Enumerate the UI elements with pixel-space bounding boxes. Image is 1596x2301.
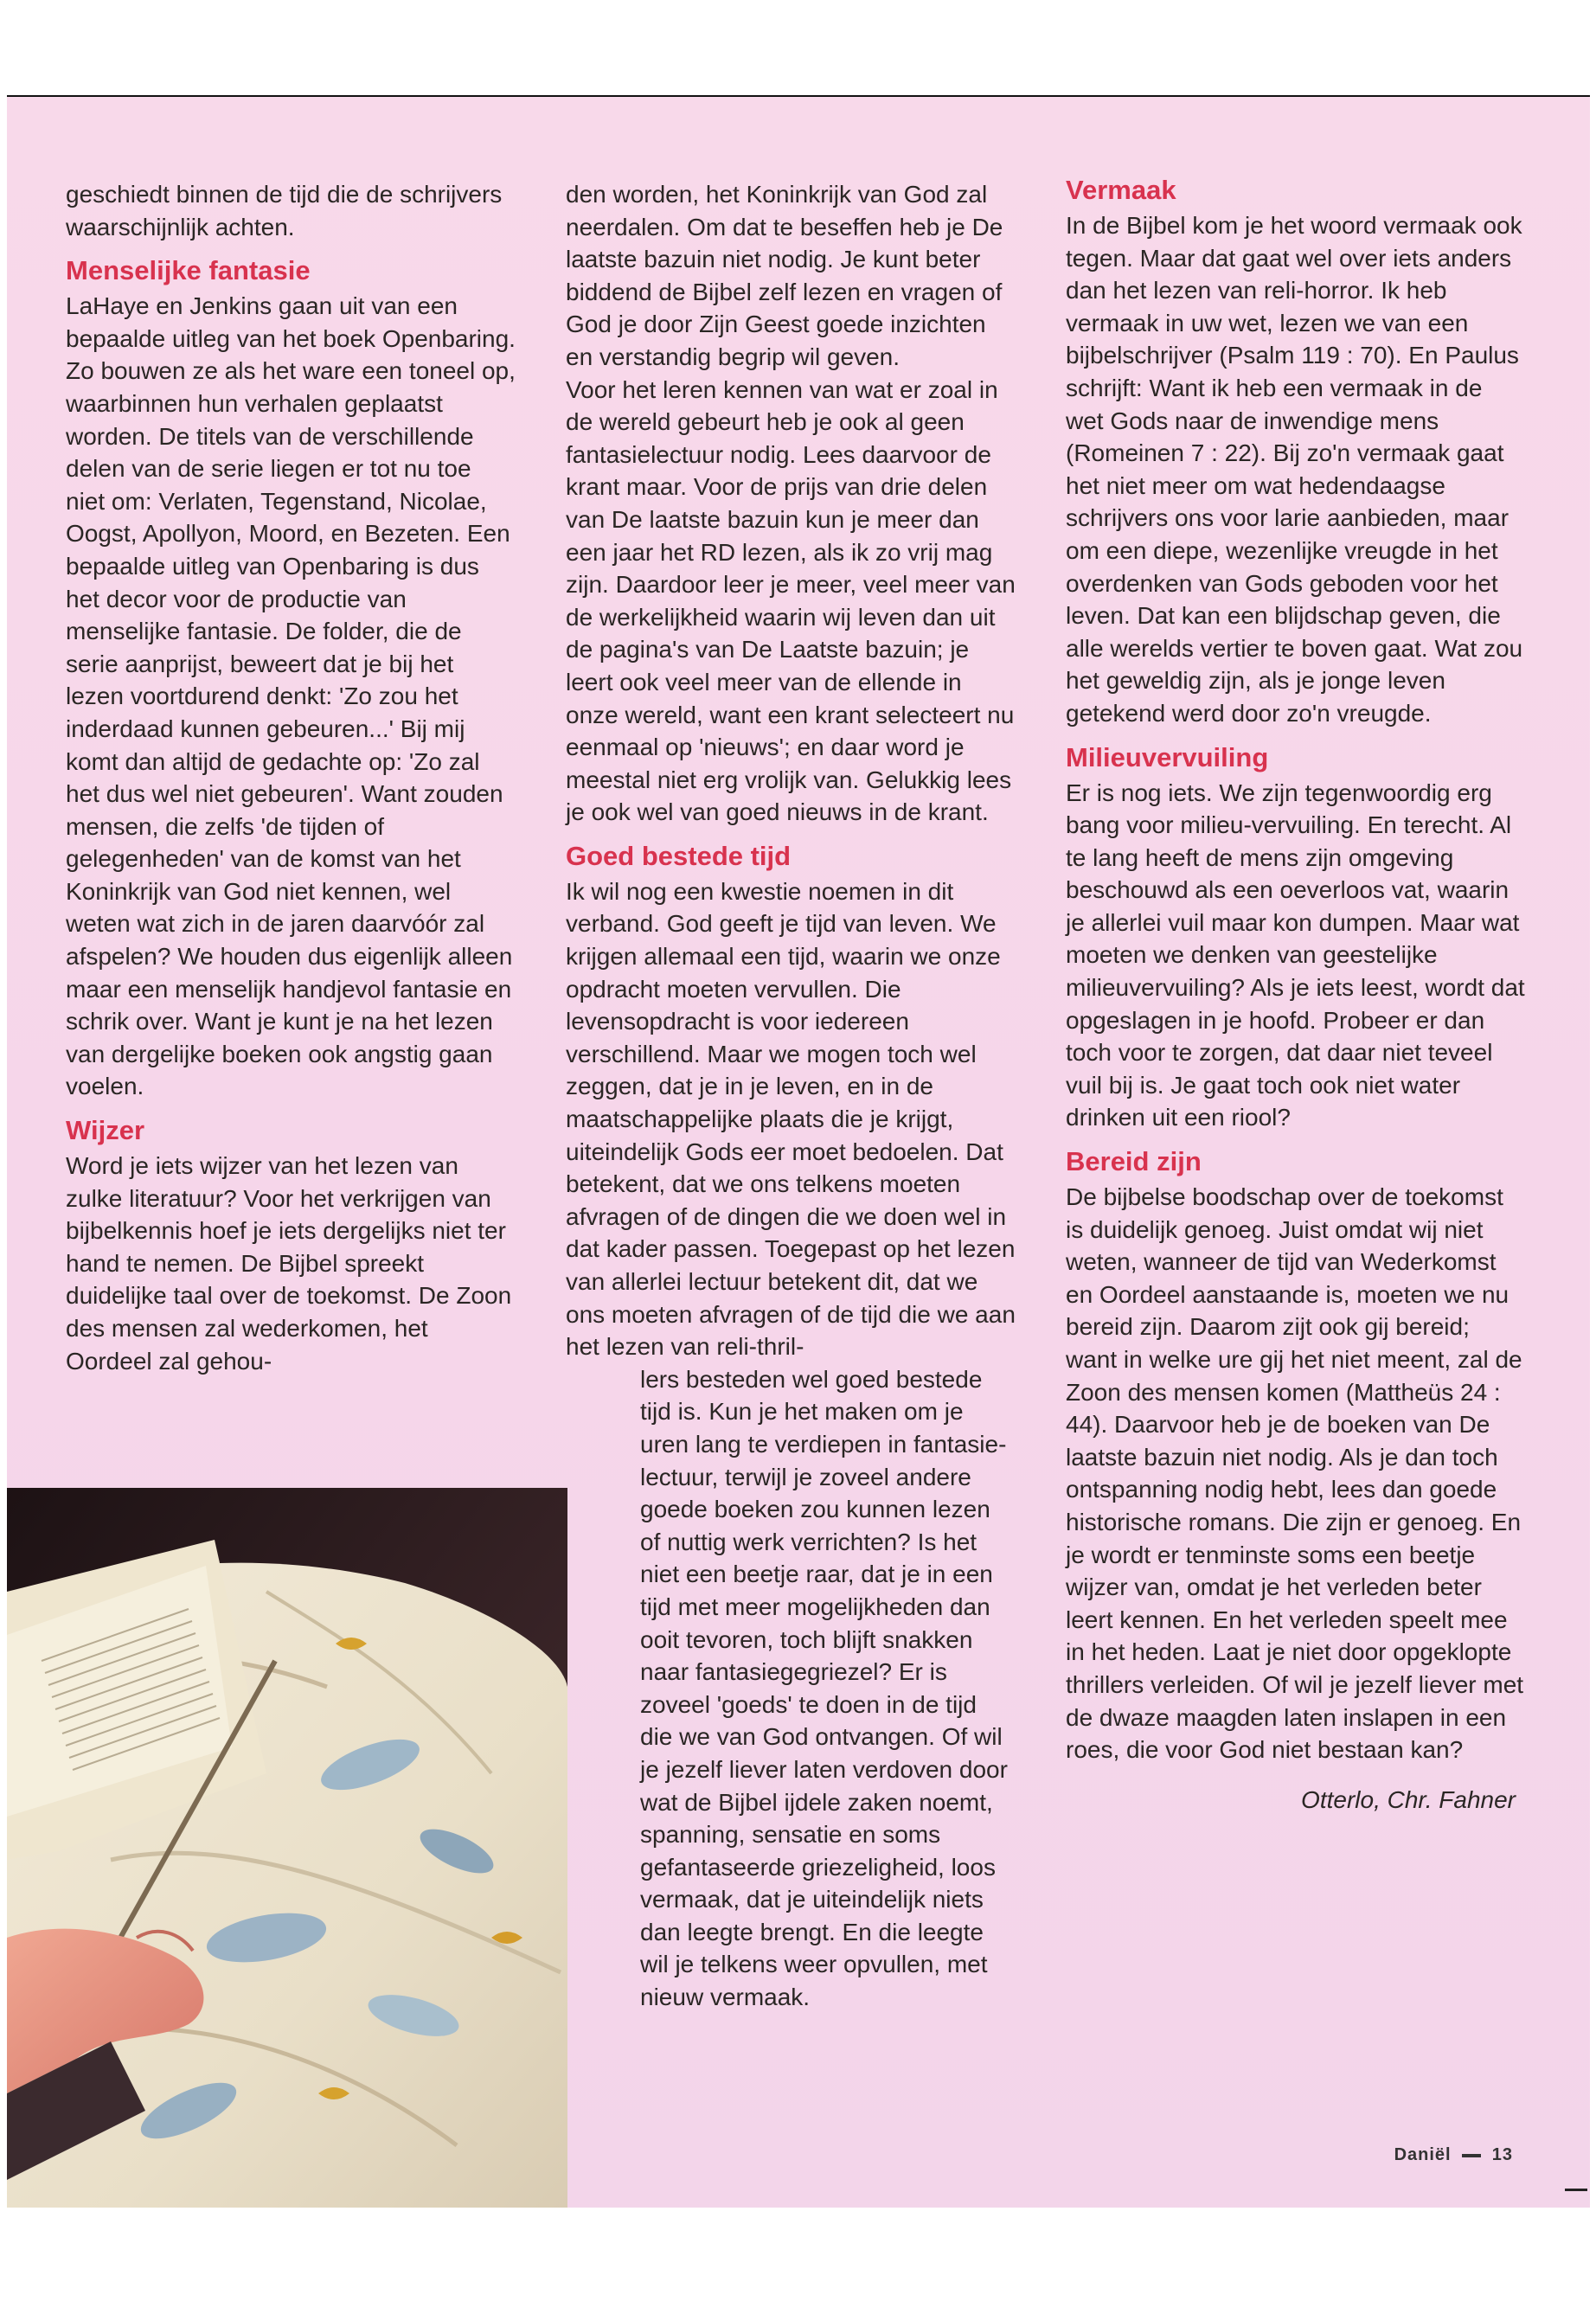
- column-2: [566, 178, 1016, 2014]
- heading-bereid-zijn: Bereid zijn: [1066, 1146, 1202, 1177]
- heading-menselijke-fantasie: Menselijke fantasie: [66, 255, 311, 286]
- photo-reading-in-bed: [7, 1488, 567, 2208]
- paragraph-intro: geschiedt binnen de tijd die de schrijvers waarschijnlijk achten.: [66, 181, 503, 240]
- photo-illustration: [7, 1488, 567, 2208]
- paragraph-fantasie: LaHaye en Jenkins gaan uit van een bepaalde uitleg van het boek Openbaring. Zo bouwen ze als het ware een toneel op, waarbinnen hun verhalen geplaatst worden. De titels van de verschillende delen van de serie liegen er tot nu toe niet om: Verlaten, Tegenstand, Nicolae, Oogst, Apollyon, Moord, en Bezeten. Een bepaalde uitleg van Openbaring is dus het decor voor de productie van menselijke fantasie. De folder, die de serie aanprijst, beweert dat je bij het lezen voortdurend denkt: 'Zo zou het inderdaad kunnen gebeuren...' Bij mij komt dan altijd de gedachte op: 'Zo zal het dus wel niet gebeuren'. Want zouden mensen, die zelfs 'de tijden of gelegenheden' van de komst van het Koninkrijk van God niet kennen, wel weten wat zich in de jaren daarvóór zal afspelen? We houden dus eigenlijk alleen maar een menselijk handjevol fantasie en schrik over. Want je kunt je na het lezen van dergelijke boeken ook angstig gaan voelen.: [66, 292, 516, 1100]
- paragraph-bereid-zijn: De bijbelse boodschap over de toekomst is duidelijk genoeg. Juist omdat wij niet weten, wanneer de tijd van Wederkomst en Oordeel aanstaande is, moeten we nu bereid zijn. Daarom zijt ook gij bereid; want in welke ure gij het niet meent, zal de Zoon des mensen komen (Mattheüs 24 : 44). Daarvoor heb je de boeken van De laatste bazuin niet nodig. Als je dan toch ontspanning nodig hebt, lees dan goede historische romans. Die zijn er genoeg. En je wordt er tenminste soms een beetje wijzer van, omdat je het verleden beter leert kennen. En het verleden speelt mee in het heden. Laat je niet door opgeklopte thrillers verleiden. Of wil je jezelf liever met de dwaze maagden laten inslapen in een roes, die voor God niet bestaan kan?: [1066, 1183, 1524, 1764]
- heading-goed-bestede-tijd: Goed bestede tijd: [566, 840, 792, 871]
- paragraph-tijd: Ik wil nog een kwestie noemen in dit verband. God geeft je tijd van leven. We krijgen allemaal een tijd, waarin we onze opdracht moeten vervullen. Die levensopdracht is voor iedereen verschillend. Maar we mogen toch wel zeggen, dat je in je leven, en in de maatschappelijke plaats die je krijgt, uiteindelijk Gods eer moet bedoelen. Dat betekent, dat we ons telkens moeten afvragen of de dingen die we doen wel in dat kader passen. Toegepast op het lezen van allerlei lectuur betekent dit, dat we ons moeten afvragen of de tijd die we aan het lezen van reli-thril-: [566, 877, 1016, 1361]
- page-footer: [1394, 2145, 1513, 2165]
- column-1: [66, 178, 516, 1377]
- heading-wijzer: Wijzer: [66, 1115, 145, 1146]
- magazine-name: Daniël: [1394, 2145, 1452, 2164]
- crop-mark: [1565, 2189, 1587, 2191]
- heading-vermaak: Vermaak: [1066, 175, 1176, 205]
- paragraph-tijd-continued: lers besteden wel goed bestede tijd is. Kun je het maken om je uren lang te verdiepen in fantasie-lectuur, terwijl je zoveel andere goede boeken zou kunnen lezen of nuttig werk verrichten? Is het niet een beetje raar, dat je in een tijd met meer mogelijkheden dan ooit tevoren, toch blijft snakken naar fantasiegegriezel? Er is zoveel 'goeds' te doen in de tijd die we van God ontvangen. Of wil je jezelf liever laten verdoven door wat de Bijbel ijdele zaken noemt, spanning, sensatie en soms gefantaseerde griezeligheid, loos vermaak, dat je uiteindelijk niets dan leegte brengt. En die leegte wil je telkens weer opvullen, met nieuw vermaak.: [640, 1365, 1008, 2011]
- page-number: 13: [1491, 2145, 1513, 2164]
- author-signature: Otterlo, Chr. Fahner: [1301, 1785, 1516, 1813]
- arrow-icon: [1462, 2154, 1481, 2157]
- paragraph-vermaak: In de Bijbel kom je het woord vermaak ook tegen. Maar dat gaat wel over iets anders dan het lezen van reli-horror. Ik heb vermaak in uw wet, lezen we van een bijbelschrijver (Psalm 119 : 70). En Paulus schrijft: Want ik heb een vermaak in de wet Gods naar de inwendige mens (Romeinen 7 : 22). Bij zo'n vermaak gaat het niet meer om wat hedendaagse schrijvers ons voor larie aanbieden, maar om een diepe, wezenlijke vreugde in het overdenken van Gods geboden voor het leven. Dat kan een blijdschap geven, die alle werelds vertier te boven gaat. Wat zou het geweldig zijn, als je jonge leven getekend werd door zo'n vreugde.: [1066, 212, 1523, 727]
- column-3: [1066, 171, 1526, 1816]
- heading-milieuvervuiling: Milieuvervuiling: [1066, 741, 1269, 772]
- paragraph-continued: den worden, het Koninkrijk van God zal neerdalen. Om dat te beseffen heb je De laatste bazuin niet nodig. Je kunt beter biddend de Bijbel zelf lezen en vragen of God je door Zijn Geest goede inzichten en verstandig begrip wil geven.: [566, 181, 1003, 370]
- paragraph-wijzer: Word je iets wijzer van het lezen van zulke literatuur? Voor het verkrijgen van bijbelkennis hoef je iets dergelijks niet ter hand te nemen. De Bijbel spreekt duidelijke taal over de toekomst. De Zoon des mensen zal wederkomen, het Oordeel zal gehou-: [66, 1152, 512, 1375]
- paragraph-krant: Voor het leren kennen van wat er zoal in de wereld gebeurt heb je ook al geen fantasielectuur nodig. Lees daarvoor de krant maar. Voor de prijs van drie delen van De laatste bazuin kun je meer dan een jaar het RD lezen, als ik zo vrij mag zijn. Daardoor leer je meer, veel meer van de werkelijkheid waarin wij leven dan uit de pagina's van De Laatste bazuin; je leert ook veel meer van de ellende in onze wereld, want een krant selecteert nu eenmaal op 'nieuws'; en daar word je meestal niet erg vrolijk van. Gelukkig lees je ook wel van goed nieuws in de krant.: [566, 375, 1016, 826]
- paragraph-milieuvervuiling: Er is nog iets. We zijn tegenwoordig erg bang voor milieu-vervuiling. En terecht. Al te lang heeft de mens zijn omgeving beschouwd als een oeverloos vat, waarin je allerlei vuil maar kon dumpen. Maar wat moeten we denken van geestelijke milieuvervuiling? Als je iets leest, wordt dat opgeslagen in je hoofd. Probeer er dan toch voor te zorgen, dat daar niet teveel vuil bij is. Je gaat toch ook niet water drinken uit een riool?: [1066, 779, 1525, 1131]
